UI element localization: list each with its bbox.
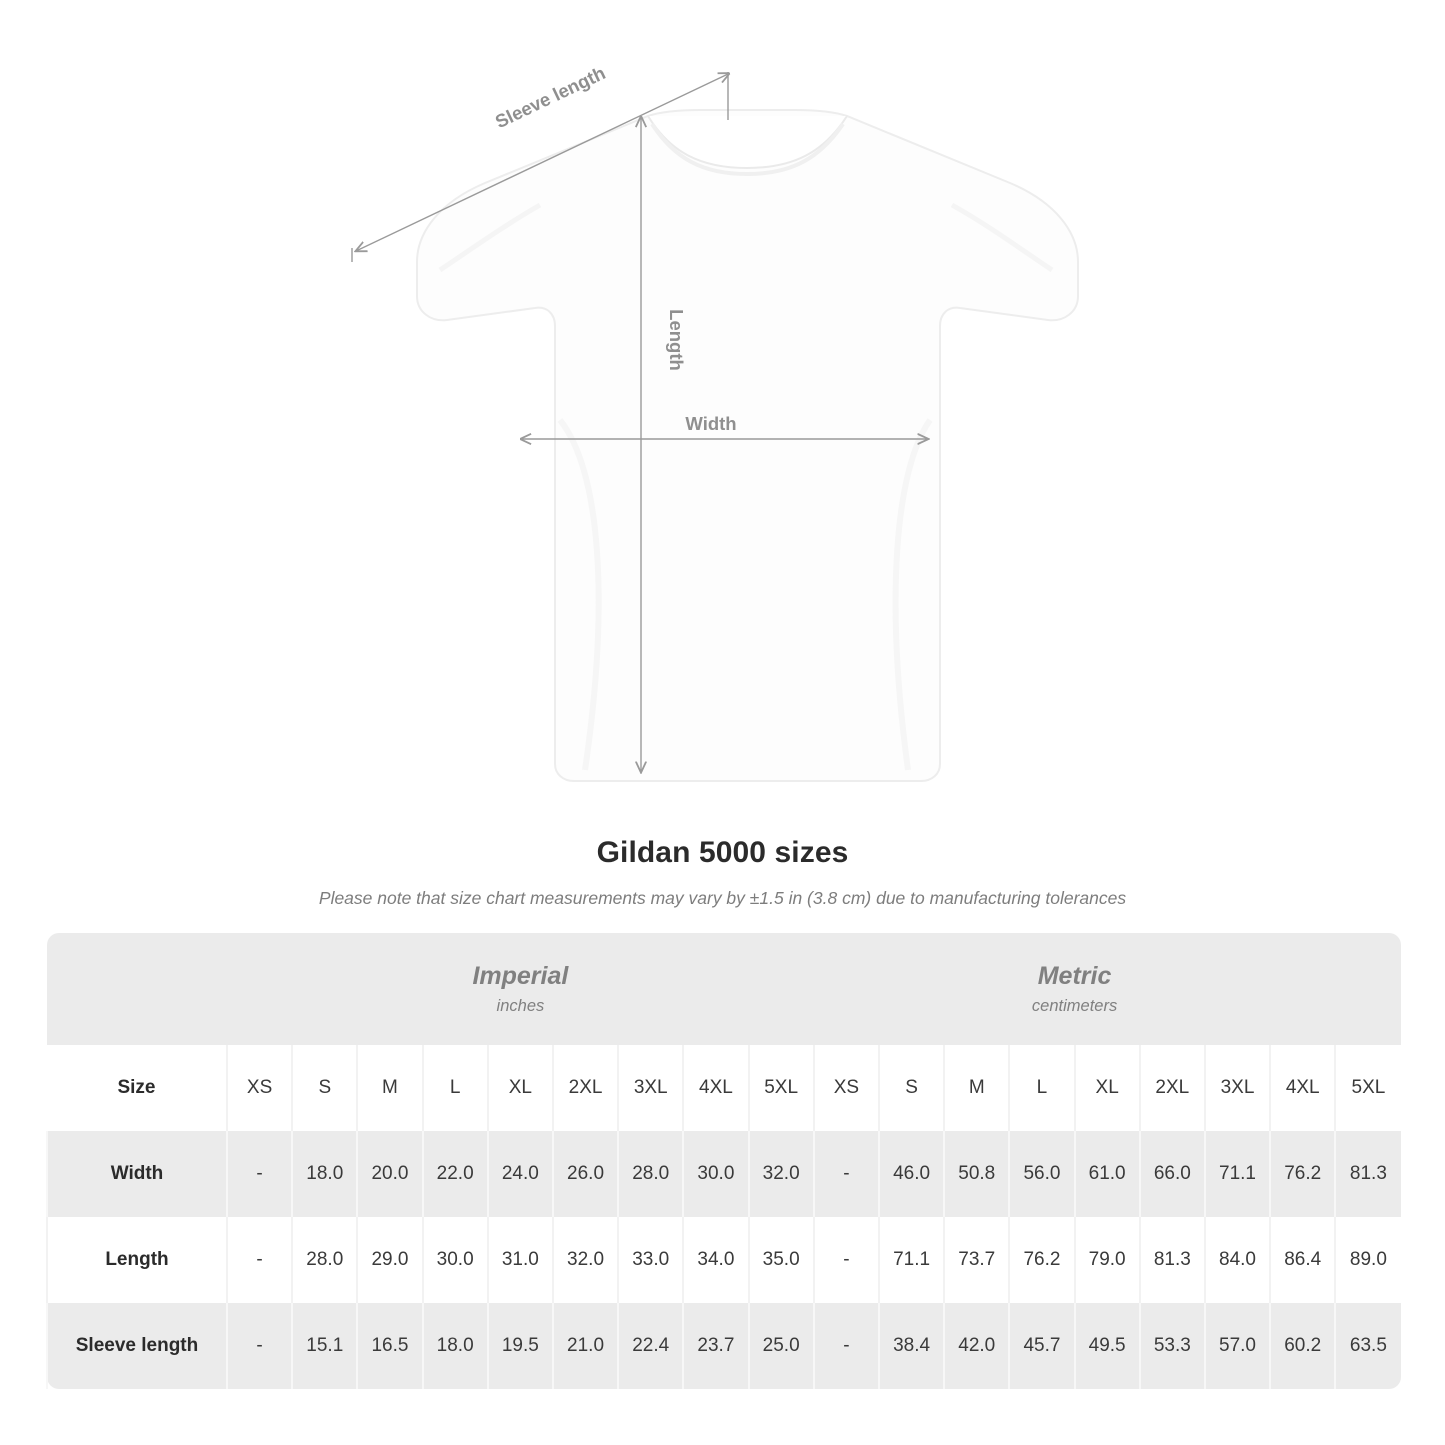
- size-header-imperial-xl: XL: [488, 1045, 553, 1131]
- cell-sleeve-imperial-4xl: 23.7: [683, 1303, 748, 1389]
- cell-width-metric-m: 50.8: [944, 1131, 1009, 1217]
- cell-length-imperial-l: 30.0: [423, 1217, 488, 1303]
- size-header-metric-xs: XS: [814, 1045, 879, 1131]
- unit-header-row: [47, 933, 1401, 1045]
- cell-length-metric-2xl: 81.3: [1140, 1217, 1205, 1303]
- size-header-metric-3xl: 3XL: [1205, 1045, 1270, 1131]
- cell-width-metric-5xl: 81.3: [1335, 1131, 1400, 1217]
- cell-sleeve-metric-5xl: 63.5: [1335, 1303, 1400, 1389]
- cell-width-imperial-4xl: 30.0: [683, 1131, 748, 1217]
- size-header-imperial-s: S: [292, 1045, 357, 1131]
- width-label: Width: [685, 413, 737, 434]
- cell-length-imperial-4xl: 34.0: [683, 1217, 748, 1303]
- cell-width-metric-xl: 61.0: [1075, 1131, 1140, 1217]
- cell-sleeve-imperial-xs: -: [227, 1303, 292, 1389]
- size-header-imperial-2xl: 2XL: [553, 1045, 618, 1131]
- cell-length-metric-l: 76.2: [1009, 1217, 1074, 1303]
- size-header-imperial-4xl: 4XL: [683, 1045, 748, 1131]
- size-table: [46, 933, 1401, 1389]
- metric-name: Metric: [1037, 962, 1112, 991]
- cell-width-metric-xs: -: [814, 1131, 879, 1217]
- cell-length-imperial-m: 29.0: [357, 1217, 422, 1303]
- size-header-metric-m: M: [944, 1045, 1009, 1131]
- cell-length-imperial-s: 28.0: [292, 1217, 357, 1303]
- cell-sleeve-imperial-5xl: 25.0: [749, 1303, 814, 1389]
- size-header-row: [47, 1045, 1401, 1131]
- cell-width-imperial-l: 22.0: [423, 1131, 488, 1217]
- cell-sleeve-metric-m: 42.0: [944, 1303, 1009, 1389]
- imperial-name: Imperial: [472, 962, 569, 991]
- cell-length-imperial-5xl: 35.0: [749, 1217, 814, 1303]
- cell-length-imperial-xl: 31.0: [488, 1217, 553, 1303]
- unit-header-spacer: [47, 933, 227, 1045]
- imperial-sub: inches: [496, 996, 545, 1015]
- size-header-imperial-xs: XS: [227, 1045, 292, 1131]
- cell-width-imperial-m: 20.0: [357, 1131, 422, 1217]
- page-title: Gildan 5000 sizes: [596, 836, 849, 869]
- cell-width-imperial-s: 18.0: [292, 1131, 357, 1217]
- cell-width-metric-2xl: 66.0: [1140, 1131, 1205, 1217]
- cell-sleeve-metric-xs: -: [814, 1303, 879, 1389]
- table-row: [47, 1217, 1401, 1303]
- cell-sleeve-imperial-m: 16.5: [357, 1303, 422, 1389]
- cell-width-imperial-xl: 24.0: [488, 1131, 553, 1217]
- cell-length-metric-xl: 79.0: [1075, 1217, 1140, 1303]
- row-label-width: Width: [47, 1131, 227, 1217]
- size-header-metric-s: S: [879, 1045, 944, 1131]
- cell-sleeve-imperial-2xl: 21.0: [553, 1303, 618, 1389]
- size-header-metric-xl: XL: [1075, 1045, 1140, 1131]
- cell-width-imperial-5xl: 32.0: [749, 1131, 814, 1217]
- cell-sleeve-imperial-s: 15.1: [292, 1303, 357, 1389]
- size-label: Size: [47, 1045, 227, 1131]
- cell-sleeve-metric-s: 38.4: [879, 1303, 944, 1389]
- size-header-imperial-5xl: 5XL: [749, 1045, 814, 1131]
- table-row: [47, 1303, 1401, 1389]
- length-label: Length: [666, 309, 687, 371]
- cell-length-imperial-3xl: 33.0: [618, 1217, 683, 1303]
- cell-width-imperial-3xl: 28.0: [618, 1131, 683, 1217]
- table-row: [47, 1131, 1401, 1217]
- cell-sleeve-metric-l: 45.7: [1009, 1303, 1074, 1389]
- cell-length-metric-4xl: 86.4: [1270, 1217, 1335, 1303]
- size-header-metric-4xl: 4XL: [1270, 1045, 1335, 1131]
- size-header-metric-5xl: 5XL: [1335, 1045, 1400, 1131]
- row-label-length: Length: [47, 1217, 227, 1303]
- unit-header-metric-end: [1335, 933, 1400, 1045]
- cell-length-metric-m: 73.7: [944, 1217, 1009, 1303]
- cell-width-metric-s: 46.0: [879, 1131, 944, 1217]
- unit-header-metric: [814, 933, 1336, 1045]
- unit-header-imperial: [227, 933, 814, 1045]
- size-header-imperial-3xl: 3XL: [618, 1045, 683, 1131]
- tshirt-shape: [417, 110, 1078, 781]
- cell-width-metric-4xl: 76.2: [1270, 1131, 1335, 1217]
- tolerance-note: Please note that size chart measurements may vary by ±1.5 in (3.8 cm) due to manufacturing tolerances: [318, 888, 1127, 908]
- size-header-imperial-l: L: [423, 1045, 488, 1131]
- cell-length-imperial-2xl: 32.0: [553, 1217, 618, 1303]
- size-header-metric-l: L: [1009, 1045, 1074, 1131]
- cell-width-imperial-2xl: 26.0: [553, 1131, 618, 1217]
- cell-sleeve-metric-2xl: 53.3: [1140, 1303, 1205, 1389]
- size-table-container: [46, 933, 1399, 1389]
- cell-width-metric-l: 56.0: [1009, 1131, 1074, 1217]
- cell-sleeve-imperial-3xl: 22.4: [618, 1303, 683, 1389]
- size-header-imperial-m: M: [357, 1045, 422, 1131]
- cell-sleeve-imperial-xl: 19.5: [488, 1303, 553, 1389]
- size-header-metric-2xl: 2XL: [1140, 1045, 1205, 1131]
- row-label-sleeve-length: Sleeve length: [47, 1303, 227, 1389]
- cell-sleeve-metric-xl: 49.5: [1075, 1303, 1140, 1389]
- cell-sleeve-metric-4xl: 60.2: [1270, 1303, 1335, 1389]
- metric-sub: centimeters: [1031, 996, 1118, 1015]
- cell-sleeve-metric-3xl: 57.0: [1205, 1303, 1270, 1389]
- cell-length-metric-xs: -: [814, 1217, 879, 1303]
- cell-sleeve-imperial-l: 18.0: [423, 1303, 488, 1389]
- cell-width-imperial-xs: -: [227, 1131, 292, 1217]
- cell-length-metric-s: 71.1: [879, 1217, 944, 1303]
- cell-length-metric-3xl: 84.0: [1205, 1217, 1270, 1303]
- cell-length-metric-5xl: 89.0: [1335, 1217, 1400, 1303]
- cell-length-imperial-xs: -: [227, 1217, 292, 1303]
- chart-heading: [0, 836, 1445, 909]
- cell-width-metric-3xl: 71.1: [1205, 1131, 1270, 1217]
- sleeve-length-label: Sleeve length: [491, 61, 609, 133]
